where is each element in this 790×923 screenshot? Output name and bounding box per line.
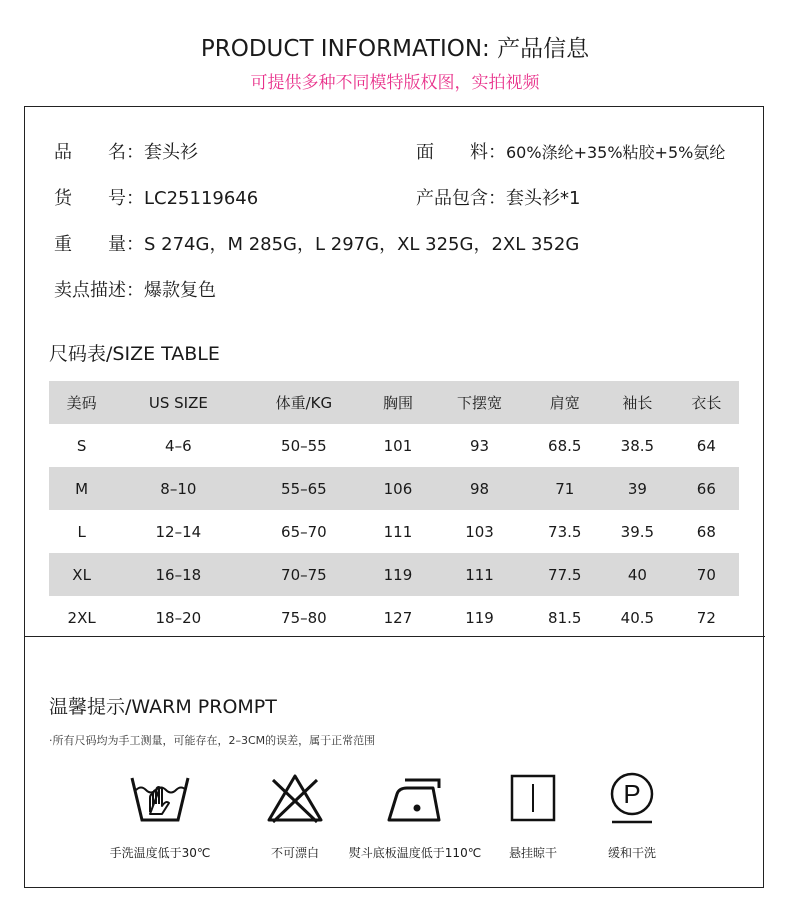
table-cell: 75–80 [281, 608, 327, 627]
hand-wash-icon [128, 770, 192, 826]
info-weight-value: S 274G，M 285G，L 297G，XL 325G，2XL 352G [144, 234, 580, 255]
table-cell: 2XL [67, 608, 96, 627]
size-table-title: 尺码表/SIZE TABLE [49, 343, 220, 365]
table-cell: 127 [383, 608, 413, 627]
header-cell: 体重/KG [275, 394, 333, 412]
iron-low-icon [383, 770, 447, 826]
table-row [49, 510, 739, 553]
table-cell: 40.5 [620, 608, 655, 627]
table-cell: 119 [383, 565, 413, 584]
info-selling-point [54, 276, 216, 302]
info-weight [54, 230, 579, 256]
table-cell: 71 [555, 479, 575, 498]
table-cell: 66 [696, 479, 716, 498]
table-cell: 103 [465, 522, 494, 541]
care-label: 缓和干洗 [607, 846, 656, 860]
care-item-dry-clean [557, 770, 707, 861]
table-cell: 4–6 [165, 436, 192, 455]
gentle-dry-clean-icon [600, 770, 664, 826]
page-title: PRODUCT INFORMATION: 产品信息 [200, 36, 590, 62]
table-row [49, 467, 739, 510]
table-row [49, 596, 739, 639]
table-cell: 111 [383, 522, 413, 541]
info-sku [54, 184, 258, 210]
info-weight-label: 重 量： [54, 234, 144, 255]
table-row [49, 553, 739, 596]
table-cell: L [77, 522, 86, 541]
table-cell: 68.5 [548, 436, 582, 455]
table-cell: 8–10 [160, 479, 197, 498]
info-name-label: 品 名： [54, 142, 144, 163]
info-fabric [416, 138, 725, 164]
table-cell: 39.5 [620, 522, 655, 541]
info-fabric-value: 60%涤纶+35%粘胶+5%氨纶 [506, 143, 726, 162]
warm-prompt-title: 温馨提示/WARM PROMPT [49, 696, 277, 718]
table-cell: M [75, 479, 89, 498]
table-cell: 119 [465, 608, 494, 627]
header-cell: 袖长 [622, 394, 653, 412]
info-fabric-label: 面 料： [416, 142, 506, 163]
table-cell: 73.5 [548, 522, 582, 541]
table-cell: 72 [696, 608, 716, 627]
info-sku-value: LC25119646 [144, 188, 259, 209]
table-cell: 55–65 [281, 479, 327, 498]
care-label: 手洗温度低于30℃ [109, 846, 211, 860]
info-selling-label: 卖点描述： [54, 280, 144, 301]
table-cell: 38.5 [620, 436, 655, 455]
info-sku-label: 货 号： [54, 188, 144, 209]
hang-dry-icon [501, 770, 565, 826]
table-cell: S [76, 436, 87, 455]
care-label: 熨斗底板温度低于110℃ [348, 846, 482, 860]
table-cell: 65–70 [281, 522, 327, 541]
table-cell: XL [72, 565, 91, 584]
table-cell: 68 [696, 522, 716, 541]
table-cell: 77.5 [548, 565, 582, 584]
table-cell: 64 [696, 436, 716, 455]
info-selling-value: 爆款复色 [144, 280, 216, 301]
table-cell: 106 [383, 479, 413, 498]
table-cell: 40 [627, 565, 647, 584]
header-cell: 肩宽 [549, 394, 580, 412]
size-table-header [49, 381, 739, 424]
table-cell: 111 [465, 565, 494, 584]
info-package [416, 184, 580, 210]
header-cell: 胸围 [382, 394, 413, 412]
care-item-hand-wash [85, 770, 235, 861]
table-cell: 16–18 [155, 565, 202, 584]
table-cell: 70–75 [281, 565, 327, 584]
measurement-note: ·所有尺码均为手工测量，可能存在，2–3CM的误差，属于正常范围 [49, 734, 376, 747]
header-cell: 下摆宽 [457, 394, 503, 412]
svg-text:P: P [623, 779, 641, 809]
table-cell: 98 [469, 479, 490, 498]
care-label: 不可漂白 [270, 846, 319, 860]
header-cell: US SIZE [148, 393, 208, 412]
table-cell: 81.5 [548, 608, 582, 627]
info-package-label: 产品包含： [416, 188, 506, 209]
header-cell: 衣长 [691, 394, 722, 412]
table-cell: 101 [383, 436, 413, 455]
info-package-value: 套头衫*1 [506, 188, 581, 209]
info-name [54, 138, 198, 164]
info-name-value: 套头衫 [144, 142, 198, 163]
no-bleach-icon [263, 770, 327, 826]
size-table [49, 381, 739, 639]
page-subtitle: 可提供多种不同模特版权图，实拍视频 [250, 73, 540, 93]
table-cell: 93 [469, 436, 490, 455]
table-cell: 18–20 [155, 608, 202, 627]
table-cell: 39 [627, 479, 647, 498]
table-cell: 50–55 [281, 436, 327, 455]
table-cell: 70 [696, 565, 716, 584]
header-cell: 美码 [66, 394, 97, 412]
care-label: 悬挂晾干 [508, 846, 557, 860]
table-row [49, 424, 739, 467]
table-cell: 12–14 [155, 522, 202, 541]
